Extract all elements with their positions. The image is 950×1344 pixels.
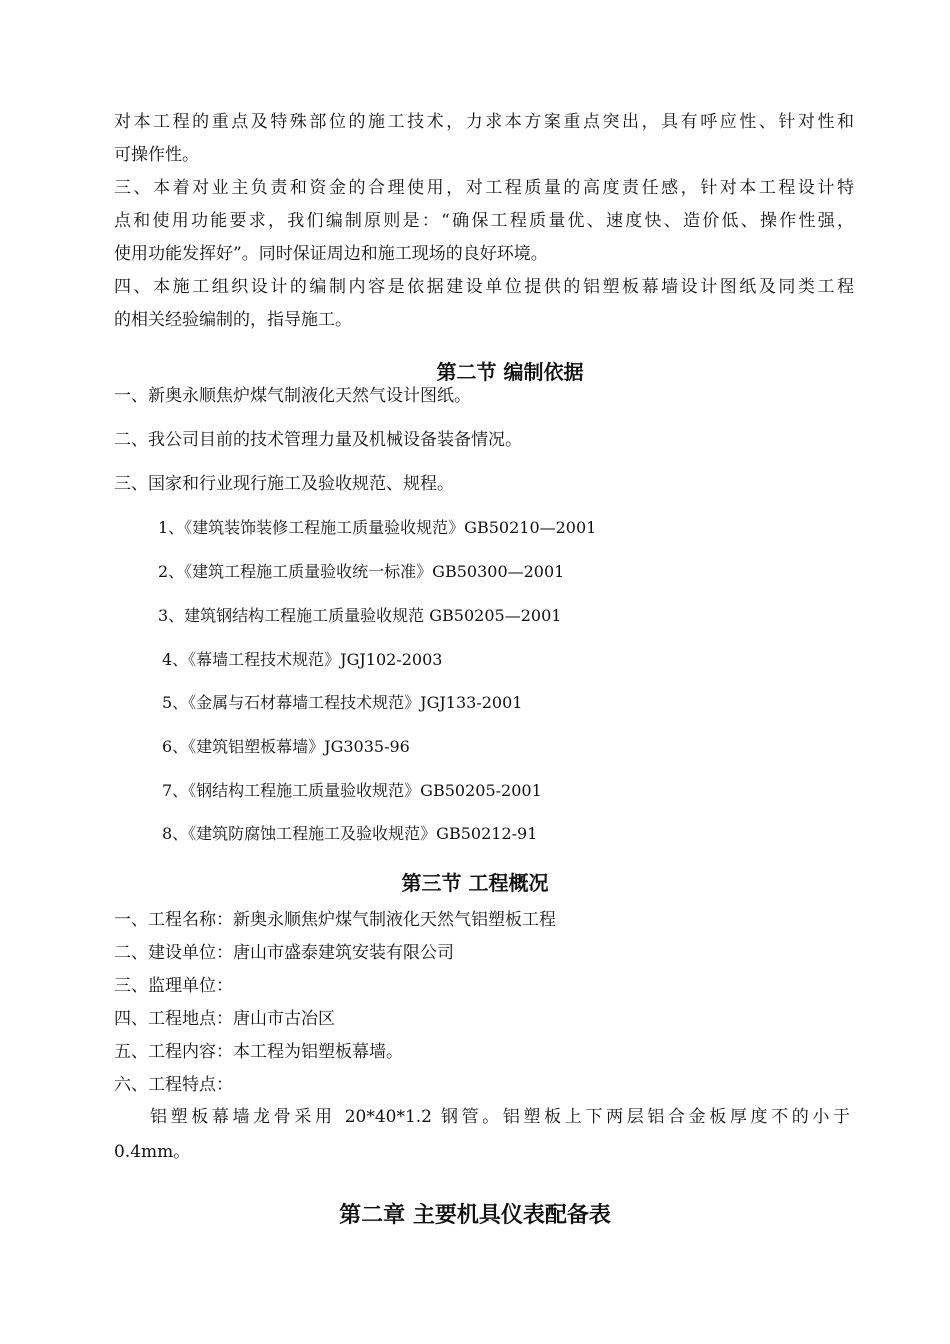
section2-ref-7: 7、《钢结构工程施工质量验收规范》GB50205-2001 — [162, 781, 542, 800]
section3-item-4: 四、工程地点：唐山市古冶区 — [114, 1009, 335, 1029]
section3-feature-line-2: 0.4mm。 — [114, 1142, 191, 1162]
section2-ref-4: 4、《幕墙工程技术规范》JGJ102-2003 — [162, 650, 443, 669]
section3-item-2: 二、建设单位：唐山市盛泰建筑安装有限公司 — [114, 943, 454, 963]
intro-line-1: 对本工程的重点及特殊部位的施工技术，力求本方案重点突出，具有呼应性、针对性和 — [114, 112, 854, 132]
chapter2-title: 第二章 主要机具仪表配备表 — [339, 1203, 611, 1228]
section3-item-6: 六、工程特点： — [114, 1075, 233, 1095]
section3-item-1: 一、工程名称：新奥永顺焦炉煤气制液化天然气铝塑板工程 — [114, 910, 556, 930]
section2-ref-8: 8、《建筑防腐蚀工程施工及验收规范》GB50212-91 — [162, 824, 538, 843]
section3-item-5: 五、工程内容：本工程为铝塑板幕墙。 — [114, 1042, 403, 1062]
section3-item-3: 三、监理单位： — [114, 976, 233, 996]
intro-line-6: 四、本施工组织设计的编制内容是依据建设单位提供的铝塑板幕墙设计图纸及同类工程 — [114, 277, 854, 297]
section2-ref-5: 5、《金属与石材幕墙工程技术规范》JGJ133-2001 — [162, 693, 523, 712]
intro-line-3: 三、本着对业主负责和资金的合理使用，对工程质量的高度责任感，针对本工程设计特 — [114, 178, 854, 198]
section2-ref-1: 1、《建筑装饰装修工程施工质量验收规范》GB50210—2001 — [158, 518, 597, 537]
section2-item-2: 二、我公司目前的技术管理力量及机械设备装备情况。 — [114, 430, 522, 450]
section2-ref-6: 6、《建筑铝塑板幕墙》JG3035-96 — [162, 737, 410, 756]
section2-ref-2: 2、《建筑工程施工质量验收统一标准》GB50300—2001 — [158, 562, 565, 581]
intro-line-7: 的相关经验编制的，指导施工。 — [114, 310, 352, 330]
section2-item-3: 三、国家和行业现行施工及验收规范、规程。 — [114, 474, 454, 494]
section2-item-1: 一、新奥永顺焦炉煤气制液化天然气设计图纸。 — [114, 386, 471, 406]
intro-line-5: 使用功能发挥好”。同时保证周边和施工现场的良好环境。 — [114, 244, 548, 264]
section2-ref-3: 3、建筑钢结构工程施工质量验收规范 GB50205—2001 — [158, 606, 562, 625]
intro-line-2: 可操作性。 — [114, 145, 199, 165]
section3-feature-line-1: 铝塑板幕墙龙骨采用 20*40*1.2 钢管。铝塑板上下两层铝合金板厚度不的小于 — [150, 1107, 850, 1127]
section2-title: 第二节 编制依据 — [436, 360, 584, 384]
intro-line-4: 点和使用功能要求，我们编制原则是：“确保工程质量优、速度快、造价低、操作性强， — [114, 211, 854, 231]
section3-title: 第三节 工程概况 — [401, 871, 549, 895]
